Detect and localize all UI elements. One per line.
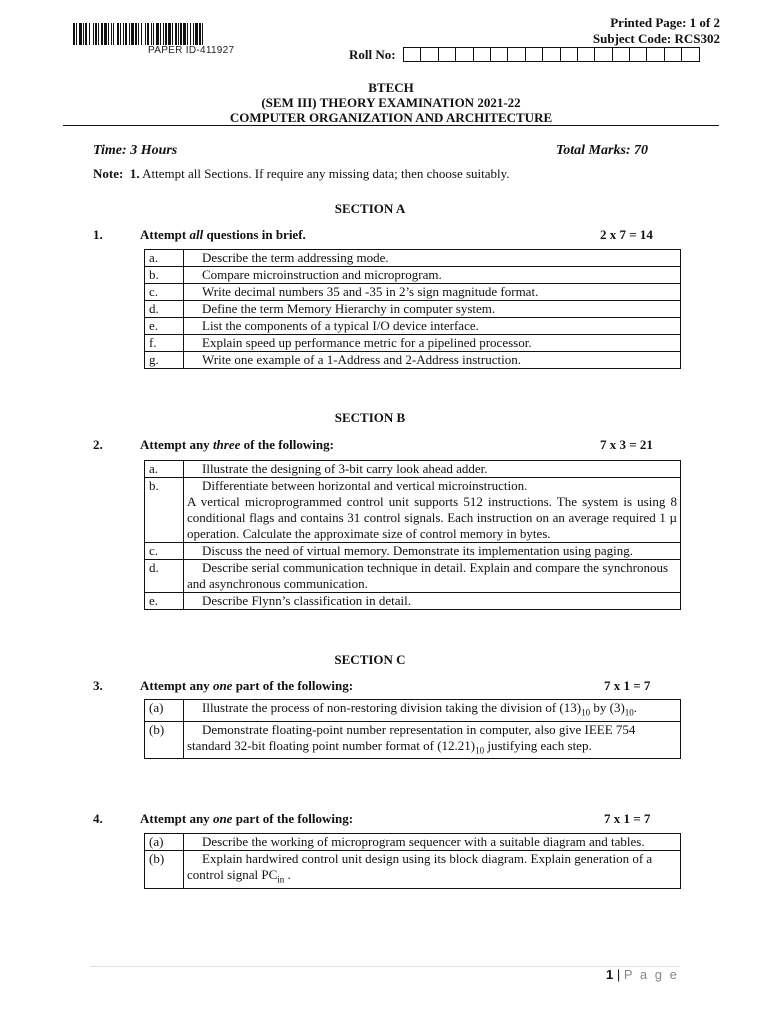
item-text: Describe the working of microprogram sequencer with a suitable diagram and tables. [184, 834, 681, 851]
table-row [145, 461, 681, 478]
note-label: Note: [93, 166, 124, 181]
question-4-table [144, 833, 681, 889]
question-4-number: 4. [93, 811, 103, 826]
item-label: d. [145, 301, 184, 318]
exam-title-block [0, 80, 768, 125]
question-2-instruction: Attempt any three of the following: [140, 437, 334, 452]
question-1-marks: 2 x 7 = 14 [600, 227, 653, 242]
question-3-number: 3. [93, 678, 103, 693]
item-text: Illustrate the process of non-restoring division taking the division of $(13)_{10}$ by $(3)_{10}$. [184, 700, 681, 722]
item-label: a. [145, 250, 184, 267]
paper-id: PAPER ID-411927 [148, 45, 235, 56]
roll-no-box [403, 47, 421, 62]
item-label: (b) [145, 851, 184, 889]
total-marks: Total Marks: 70 [556, 143, 649, 158]
course-title: COMPUTER ORGANIZATION AND ARCHITECTURE [229, 110, 553, 125]
table-row [145, 335, 681, 352]
page-separator: | [613, 967, 624, 982]
table-row [145, 250, 681, 267]
roll-no-box [438, 47, 456, 62]
subject-code: Subject Code: RCS302 [592, 31, 720, 46]
table-row [145, 560, 681, 593]
printed-page: Printed Page: 1 of 2 [610, 15, 720, 30]
table-row [145, 267, 681, 284]
item-text: Illustrate the designing of 3-bit carry look ahead adder. [184, 461, 681, 478]
item-label: (a) [145, 700, 184, 722]
question-1-instruction: Attempt all questions in brief. [140, 227, 306, 242]
roll-no-box [490, 47, 508, 62]
roll-no-box [577, 47, 595, 62]
note-text: Attempt all Sections. If require any missing data; then choose suitably. [142, 166, 510, 181]
item-text: Compare microinstruction and microprogram. [184, 267, 681, 284]
item-label: e. [145, 593, 184, 610]
question-4-instruction: Attempt any one part of the following: [140, 811, 354, 826]
item-label: d. [145, 560, 184, 593]
item-label: (a) [145, 834, 184, 851]
item-label: f. [145, 335, 184, 352]
item-text: Describe the term addressing mode. [184, 250, 681, 267]
table-row [145, 318, 681, 335]
table-row [145, 700, 681, 722]
barcode-bar [203, 23, 205, 45]
item-text: Write decimal numbers 35 and -35 in 2’s sign magnitude format. [184, 284, 681, 301]
table-row [145, 478, 681, 543]
table-row [145, 301, 681, 318]
question-1-number: 1. [93, 227, 103, 242]
item-text: Discuss the need of virtual memory. Demonstrate its implementation using paging. [184, 543, 681, 560]
item-text: Differentiate between horizontal and vertical microinstruction. A vertical microprogrammed control unit supports 512 instructions. The system is using 8 conditional flags and contains 31 control signals. Each instruction on an average required 1 µ operation. Calculate the approximate size of control memory in bytes. [184, 478, 681, 543]
item-label: a. [145, 461, 184, 478]
item-label: e. [145, 318, 184, 335]
roll-no-box [664, 47, 682, 62]
item-text: Describe serial communication technique in detail. Explain and compare the synchronous and asynchronous communication. [184, 560, 681, 593]
question-4-marks: 7 x 1 = 7 [604, 811, 651, 826]
barcode [73, 23, 309, 45]
item-label: g. [145, 352, 184, 369]
item-label: b. [145, 478, 184, 543]
table-row [145, 721, 681, 759]
section-c-title: SECTION C [334, 652, 406, 667]
item-text: Demonstrate floating-point number representation in computer, also give IEEE 754 standard 32-bit floating point number format of $(12.21)_{10}$ justifying each step. [184, 721, 681, 759]
item-text: List the components of a typical I/O device interface. [184, 318, 681, 335]
exam-title: (SEM III) THEORY EXAMINATION 2021-22 [261, 95, 521, 110]
section-b-title: SECTION B [334, 410, 406, 425]
question-3-marks: 7 x 1 = 7 [604, 678, 651, 693]
roll-no-box [420, 47, 438, 62]
table-row [145, 284, 681, 301]
item-text: Define the term Memory Hierarchy in computer system. [184, 301, 681, 318]
item-text: Explain hardwired control unit design using its block diagram. Explain generation of a control signal $PC_{in}$ . [184, 851, 681, 889]
roll-no-boxes [404, 47, 700, 62]
roll-no-box [594, 47, 612, 62]
item-subtext: A vertical microprogrammed control unit supports 512 instructions. The system is using 8 conditional flags and contains 31 control signals. Each instruction on an average required 1 µ operation. Calculate the approximate size of control memory in bytes. [187, 494, 677, 541]
note-number: 1. [129, 166, 140, 181]
degree-title: BTECH [368, 80, 414, 95]
roll-no-box [681, 47, 699, 62]
table-row [145, 543, 681, 560]
note [93, 166, 510, 182]
roll-no-box [507, 47, 525, 62]
item-label: c. [145, 284, 184, 301]
section-b-table [144, 460, 681, 610]
title-divider [63, 125, 719, 126]
page-word: P a g e [623, 967, 679, 982]
item-text: Describe Flynn’s classification in detail. [184, 593, 681, 610]
question-3-instruction: Attempt any one part of the following: [140, 678, 354, 693]
roll-no-box [525, 47, 543, 62]
roll-no-box [629, 47, 647, 62]
question-3-table [144, 699, 681, 759]
page-footer [606, 967, 679, 982]
footer-divider [90, 966, 680, 967]
roll-no-box [473, 47, 491, 62]
roll-no-label: Roll No: [349, 47, 396, 62]
page-number: 1 [606, 967, 614, 982]
roll-no-box [455, 47, 473, 62]
question-2-marks: 7 x 3 = 21 [600, 437, 653, 452]
roll-no-box [542, 47, 560, 62]
item-text: Write one example of a 1-Address and 2-Address instruction. [184, 352, 681, 369]
item-text: Explain speed up performance metric for a pipelined processor. [184, 335, 681, 352]
table-row [145, 593, 681, 610]
table-row [145, 851, 681, 889]
exam-time: Time: 3 Hours [93, 143, 178, 158]
item-label: b. [145, 267, 184, 284]
roll-no-box [560, 47, 578, 62]
table-row [145, 834, 681, 851]
section-a-table [144, 249, 681, 369]
item-label: c. [145, 543, 184, 560]
section-a-title: SECTION A [334, 201, 406, 216]
roll-no-box [612, 47, 630, 62]
roll-no-box [646, 47, 664, 62]
item-label: (b) [145, 721, 184, 759]
question-2-number: 2. [93, 437, 103, 452]
printed-page-info [593, 15, 720, 47]
table-row [145, 352, 681, 369]
